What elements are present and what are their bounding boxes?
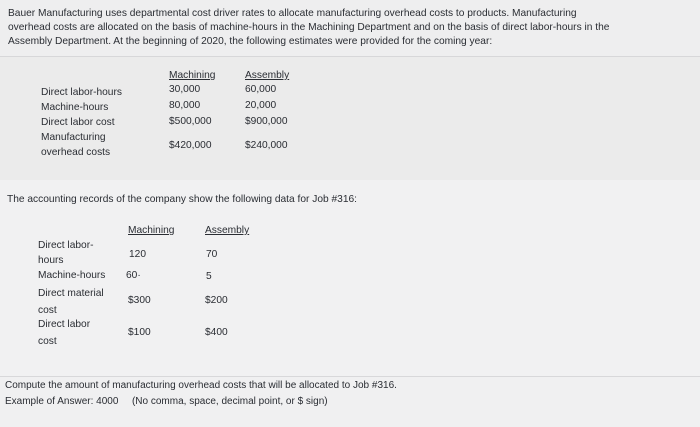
divider bbox=[0, 56, 700, 57]
estimates-cell: 60,000 bbox=[245, 84, 277, 95]
job-row-label-line2: cost bbox=[38, 305, 57, 316]
estimates-cell: $240,000 bbox=[245, 140, 288, 151]
estimates-row-label: Direct labor-hours bbox=[41, 87, 122, 98]
job-row-label-line1: Direct labor- bbox=[38, 240, 94, 251]
job-row-label-line1: Direct material bbox=[38, 288, 104, 299]
estimates-cell: $900,000 bbox=[245, 116, 288, 127]
problem-intro bbox=[0, 0, 700, 56]
estimates-cell: 30,000 bbox=[169, 84, 201, 95]
intro-line-1: Bauer Manufacturing uses departmental cost driver rates to allocate manufacturing overhead costs to products. Manufacturing bbox=[8, 8, 577, 19]
estimates-cell: $500,000 bbox=[169, 116, 212, 127]
estimates-row-label-line2: overhead costs bbox=[41, 147, 111, 158]
job-cell: 5 bbox=[206, 271, 212, 282]
job-cell: $100 bbox=[128, 327, 151, 338]
job-row-label: Machine-hours bbox=[38, 270, 106, 281]
estimates-cell: 20,000 bbox=[245, 100, 277, 111]
job-cell: 70 bbox=[206, 249, 218, 260]
estimates-row-label: Machine-hours bbox=[41, 102, 109, 113]
answer-example bbox=[5, 396, 328, 407]
question-text: Compute the amount of manufacturing overhead costs that will be allocated to Job #316. bbox=[5, 380, 397, 391]
estimates-header-machining: Machining bbox=[169, 70, 216, 81]
answer-example-label: Example of Answer: 4000 bbox=[5, 396, 119, 407]
intro-line-3: Assembly Department. At the beginning of 2020, the following estimates were provided for the coming year: bbox=[8, 36, 493, 47]
job-row-label-line2: hours bbox=[38, 255, 64, 266]
job-header-assembly: Assembly bbox=[205, 225, 250, 236]
job-cell: $200 bbox=[205, 295, 228, 306]
answer-example-note: (No comma, space, decimal point, or $ sign) bbox=[131, 396, 328, 407]
job-cell: 60· bbox=[126, 270, 141, 281]
job-prompt: The accounting records of the company show the following data for Job #316: bbox=[7, 194, 357, 205]
job-cell: 120 bbox=[129, 249, 146, 260]
job-row-label-line1: Direct labor bbox=[38, 319, 91, 330]
estimates-cell: 80,000 bbox=[169, 100, 201, 111]
job-cell: $300 bbox=[128, 295, 151, 306]
estimates-row-label: Direct labor cost bbox=[41, 117, 115, 128]
intro-line-2: overhead costs are allocated on the basis of machine-hours in the Machining Department and on the basis of direct labor-hours in the bbox=[8, 22, 610, 33]
job-cell: $400 bbox=[205, 327, 228, 338]
job-header-machining: Machining bbox=[128, 225, 175, 236]
job-row-label-line2: cost bbox=[38, 336, 57, 347]
estimates-row-label-line1: Manufacturing bbox=[41, 132, 106, 143]
estimates-header-assembly: Assembly bbox=[245, 70, 290, 81]
estimates-cell: $420,000 bbox=[169, 140, 212, 151]
